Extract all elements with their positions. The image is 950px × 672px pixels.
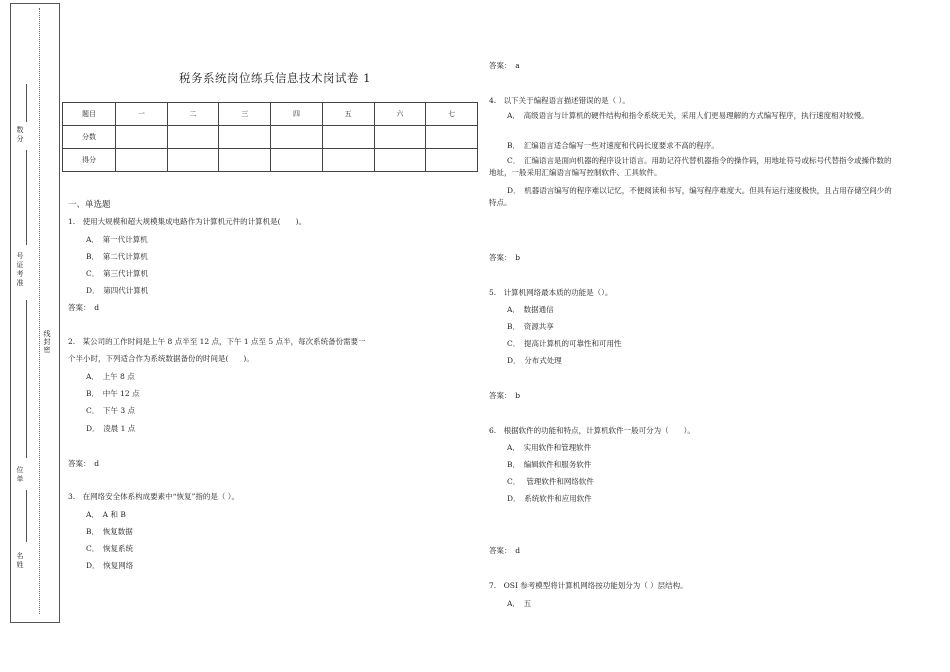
score-cell[interactable]	[271, 149, 323, 172]
question-4-option-a[interactable]: A． 高级语言与计算机的硬件结构和指令系统无关，采用人们更易理解的方式编写程序，执行速度相对较慢。	[507, 111, 869, 120]
score-table	[62, 102, 478, 172]
question-2-option-c[interactable]: C． 下午 3 点	[86, 406, 136, 415]
score-cell[interactable]	[426, 149, 478, 172]
question-5-answer: 答案： b	[489, 391, 521, 400]
question-3-option-a[interactable]: A． A 和 B	[86, 510, 126, 519]
side-label-exam-id: 号证考准	[16, 252, 24, 287]
question-3-option-b[interactable]: B． 恢复数据	[86, 527, 133, 536]
side-label-unit: 位单	[16, 466, 24, 483]
seal-dotted-line	[39, 8, 40, 614]
score-cell[interactable]	[374, 149, 426, 172]
question-3-option-c[interactable]: C． 恢复系统	[86, 544, 133, 553]
table-header-cell: 六	[374, 103, 426, 126]
question-1-answer: 答案： d	[68, 303, 100, 312]
question-5-stem: 5. 计算机网络最本质的功能是（）。	[489, 288, 613, 297]
score-cell[interactable]	[322, 149, 374, 172]
score-cell[interactable]	[374, 126, 426, 149]
question-6-answer: 答案： d	[489, 546, 521, 555]
question-6-option-d[interactable]: D． 系统软件和应用软件	[507, 494, 592, 503]
table-row	[63, 126, 478, 149]
question-1-option-d[interactable]: D． 第四代计算机	[86, 286, 149, 295]
side-rule	[26, 300, 27, 458]
score-cell[interactable]	[116, 149, 168, 172]
score-cell[interactable]	[271, 126, 323, 149]
score-cell[interactable]	[167, 149, 219, 172]
question-2-option-b[interactable]: B． 中午 12 点	[86, 389, 140, 398]
question-4-option-d[interactable]: D． 机器语言编写的程序难以记忆，不便阅读和书写，编写程序难度大。但具有运行速度极快，且占用存储空间少的特点。	[489, 186, 892, 207]
question-1-option-a[interactable]: A． 第一代计算机	[86, 235, 148, 244]
section-title: 一、单选题	[68, 200, 111, 210]
question-1-option-c[interactable]: C． 第三代计算机	[86, 269, 148, 278]
table-header-cell: 五	[322, 103, 374, 126]
table-header-cell: 七	[426, 103, 478, 126]
exam-title: 税务系统岗位练兵信息技术岗试卷 1	[179, 71, 371, 85]
question-3-option-d[interactable]: D． 恢复网络	[86, 561, 134, 570]
score-cell[interactable]	[322, 126, 374, 149]
question-5-option-d[interactable]: D． 分布式处理	[507, 356, 562, 365]
question-4-option-b[interactable]: B． 汇编语言适合编写一些对速度和代码长度要求不高的程序。	[507, 141, 719, 150]
question-2-option-d[interactable]: D． 凌晨 1 点	[86, 424, 136, 433]
table-header-cell: 题目	[63, 103, 116, 126]
table-header-cell: 二	[167, 103, 219, 126]
side-rule	[26, 150, 27, 245]
question-3-stem: 3. 在网络安全体系构成要素中“恢复”指的是（ ）。	[68, 492, 239, 501]
question-7-stem: 7. OSI 参考模型将计算机网络按功能划分为（ ）层结构。	[489, 581, 688, 590]
question-4-answer: 答案： b	[489, 253, 521, 262]
question-6-option-b[interactable]: B． 编辑软件和服务软件	[507, 460, 592, 469]
question-4-option-c[interactable]: C． 汇编语言是面向机器的程序设计语言。用助记符代替机器指令的操作码，用地址符号或标号代替指令或操作数的地址，一般采用汇编语言编写控制软件、工具软件。	[489, 156, 892, 177]
question-3-answer: 答案： a	[489, 61, 520, 70]
binding-strip	[10, 3, 60, 623]
side-rule	[26, 490, 27, 542]
score-cell[interactable]	[219, 126, 271, 149]
table-header-cell: 一	[116, 103, 168, 126]
table-header-cell: 四	[271, 103, 323, 126]
question-5-option-a[interactable]: A． 数据通信	[507, 305, 554, 314]
score-cell[interactable]	[219, 149, 271, 172]
question-2-stem-line2: 个半小时，下列适合作为系统数据备份的时间是( )。	[68, 354, 254, 363]
question-2-stem-line1: 2. 某公司的工作时间是上午 8 点半至 12 点，下午 1 点至 5 点半，每次系统备份需要一	[68, 337, 366, 346]
question-6-stem: 6. 根据软件的功能和特点，计算机软件一般可分为（ ）。	[489, 426, 695, 435]
question-1-stem: 1. 使用大规模和超大规模集成电路作为计算机元件的计算机是( )。	[68, 217, 307, 226]
table-header-row	[63, 103, 478, 126]
table-row	[63, 149, 478, 172]
question-6-option-c[interactable]: C． 管理软件和网络软件	[507, 477, 594, 486]
question-4-stem: 4. 以下关于编程语言描述错误的是（ ）。	[489, 96, 630, 105]
table-header-cell: 三	[219, 103, 271, 126]
score-cell[interactable]	[167, 126, 219, 149]
question-2-option-a[interactable]: A． 上午 8 点	[86, 372, 135, 381]
score-cell[interactable]	[116, 126, 168, 149]
side-rule	[26, 84, 27, 122]
question-7-option-a[interactable]: A． 五	[507, 599, 532, 608]
score-cell[interactable]	[426, 126, 478, 149]
side-label-score: 数分	[16, 126, 24, 143]
table-row-label: 分数	[63, 126, 116, 149]
table-row-label: 得分	[63, 149, 116, 172]
seal-text: 线封密	[43, 330, 51, 354]
question-2-answer: 答案： d	[68, 459, 100, 468]
question-1-option-b[interactable]: B． 第二代计算机	[86, 252, 148, 261]
question-5-option-c[interactable]: C． 提高计算机的可靠性和可用性	[507, 339, 622, 348]
question-5-option-b[interactable]: B． 资源共享	[507, 322, 554, 331]
question-6-option-a[interactable]: A． 实用软件和管理软件	[507, 443, 592, 452]
side-label-name: 名姓	[16, 552, 24, 569]
